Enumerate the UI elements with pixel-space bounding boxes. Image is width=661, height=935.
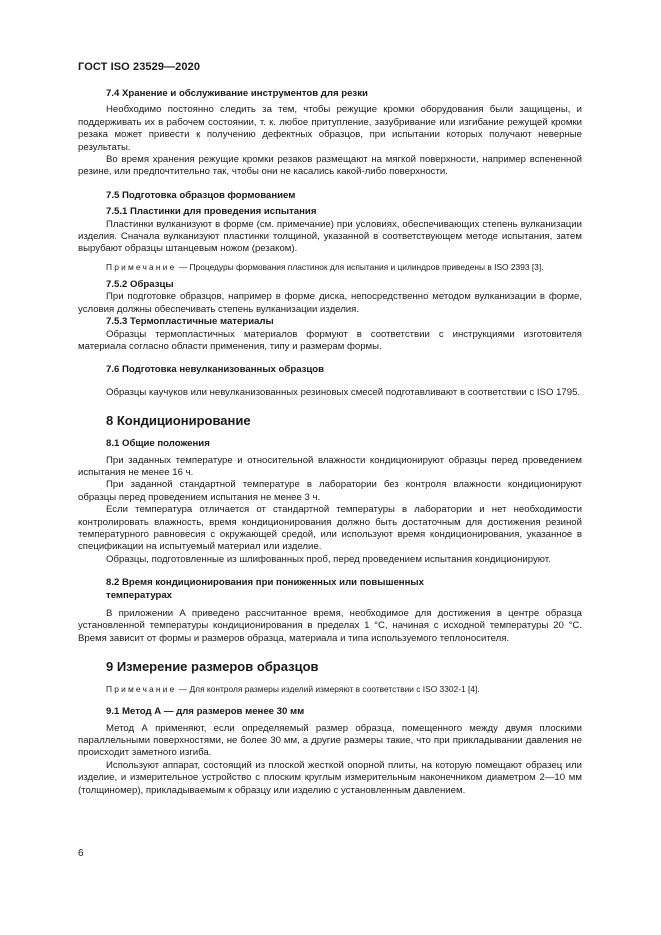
paragraph: При заданных температуре и относительной влажности кондиционируют образцы перед проведением испытания не менее 16 ч. [78,454,582,478]
page-number: 6 [78,848,84,859]
note [78,262,582,273]
section-7-5-2-title: 7.5.2 Образцы [106,278,174,290]
paragraph: В приложении А приведено рассчитанное время, необходимое для достижения в центре образца установленной температуры кондиционирования в пределах 1 °С, начиная с исходной температуры 20 °С. Время зависит от формы и размеров образца, материала и типа используемого теплоносителя. [78,608,582,644]
paragraph: Пластинки вулканизуют в форме (см. примечание) при условиях, обеспечивающих степень вулканизации изделия. Сначала вулканизуют пластинки толщиной, указанной в соответствующем методе испытания, затем вырубают образцы штанцевым ножом (резаком). [78,218,582,255]
note-text: — Процедуры формования пластинок для испытания и цилиндров приведены в ISO 2393 [3]. [176,261,544,272]
section-7-4-title: 7.4 Хранение и обслуживание инструментов для резки [106,88,368,99]
section-7-5-3-title: 7.5.3 Термопластичные материалы [106,316,274,328]
section-7-5-1-title: 7.5.1 Пластинки для проведения испытания [106,206,317,218]
paragraph: Метод А применяют, если определяемый размер образца, помещенного между двумя плоскими параллельными поверхностями, не более 30 мм, а другие размеры такие, что при прикладывании давления не происходит заметного изгиба. [78,722,582,759]
paragraph: При заданной стандартной температуре в лаборатории без контроля влажности кондиционируют образцы перед проведением испытания не менее 3 ч. [78,479,582,503]
note-text: — Для контроля размеры изделий измеряют в соответствии с ISO 3302-1 [4]. [176,684,480,695]
section-8-2-title-cont: температурах [106,589,173,601]
paragraph: Образцы термопластичных материалов формуют в соответствии с инструкциями изготовителя материала согласно области применения, типу и размерам формы. [78,328,582,352]
section-7-6-title: 7.6 Подготовка невулканизованных образцов [106,364,325,376]
note [78,684,582,695]
paragraph: Образцы каучуков или невулканизованных резиновых смесей подготавливают в соответствии с ISO 1795. [106,386,581,398]
section-9-title: 9 Измерение размеров образцов [106,659,319,675]
note-label: Примечание [106,684,177,695]
section-8-2-title: 8.2 Время кондиционирования при пониженных или повышенных [106,577,424,589]
paragraph: Если температура отличается от стандартной температуры в лаборатории и нет необходимости контролировать влажность, время кондиционирования должно быть достаточным для достижения резиной температурного равновесия с окружающей средой, или используют время кондиционирования, указанное в спецификации на испытуемый материал или изделие. [78,504,582,553]
document-header: ГОСТ ISO 23529—2020 [78,61,201,73]
section-7-5-title: 7.5 Подготовка образцов формованием [106,189,296,201]
document-body [78,88,582,797]
paragraph: Образцы, подготовленные из шлифованных проб, перед проведением испытания кондиционируют. [106,553,551,565]
paragraph: При подготовке образцов, например в форме диска, непосредственно методом вулканизации в форме, условия должны обеспечивать степень вулканизации изделия. [78,291,582,315]
paragraph: Используют аппарат, состоящий из плоской жесткой опорной плиты, на которую помещают образец или изделие, и измерительное устройство с плоским круглым измерительным наконечником диаметром 2—10 мм (толщиномер), прикладываемым к образцу или изделию с установленным давлением. [78,759,582,796]
paragraph: Необходимо постоянно следить за тем, чтобы режущие кромки оборудования были защищены, и поддерживать их в рабочем состоянии, т. к. любое притупление, зазубривание или изгибание режущей кромки резака может привести к получению дефектных образцов, при испытании которых получают неверные результаты. [78,104,582,153]
section-8-title: 8 Кондиционирование [106,413,251,429]
section-8-1-title: 8.1 Общие положения [106,438,210,450]
note-label: Примечание [106,261,177,272]
paragraph: Во время хранения режущие кромки резаков размещают на мягкой поверхности, например вспененной резине, или предпочтительно так, чтобы они не касались какой-либо поверхности. [78,154,582,178]
section-9-1-title: 9.1 Метод А — для размеров менее 30 мм [106,706,305,718]
